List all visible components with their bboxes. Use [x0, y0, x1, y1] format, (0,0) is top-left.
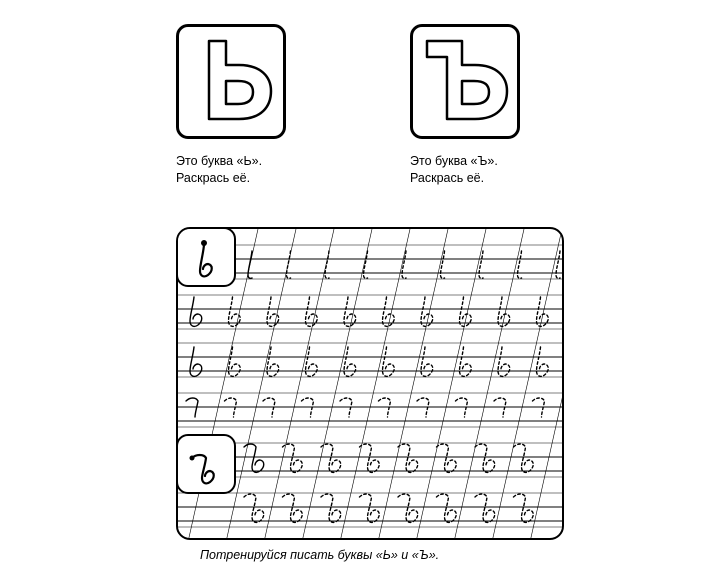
letter-trace	[283, 444, 303, 472]
letter-trace	[248, 251, 252, 278]
letter-trace	[537, 297, 549, 326]
slant-line	[416, 229, 486, 540]
letter-trace	[514, 444, 534, 472]
soft-sign-sample-box	[176, 227, 236, 287]
letter-trace	[190, 297, 202, 326]
slant-line	[302, 229, 372, 540]
letter-trace	[421, 347, 433, 376]
letter-trace	[437, 444, 457, 472]
slant-line	[264, 229, 334, 540]
slant-line	[454, 229, 524, 540]
cursive-hard-sign-sample-icon	[178, 436, 234, 492]
instruction-text: Потренируйся писать буквы «Ь» и «Ъ».	[200, 548, 440, 562]
cursive-soft-sign-sample-icon	[178, 229, 234, 285]
slant-line	[226, 229, 296, 540]
slant-line	[492, 229, 562, 540]
letter-trace	[475, 444, 495, 472]
letter-trace	[283, 494, 303, 522]
hard-sign-outline-icon	[413, 27, 517, 136]
letter-trace	[398, 494, 418, 522]
letter-trace	[321, 494, 341, 522]
letter-trace	[537, 347, 549, 376]
letter-trace	[344, 297, 356, 326]
letter-trace	[556, 251, 560, 278]
letter-trace	[398, 444, 418, 472]
letter-trace	[498, 347, 510, 376]
caption-line: Это буква «Ь».	[176, 154, 263, 168]
letter-trace	[475, 494, 495, 522]
caption-line: Раскрась её.	[176, 171, 251, 185]
letter-trace	[460, 347, 472, 376]
letter-trace	[190, 347, 202, 376]
letter-trace	[321, 444, 341, 472]
hard-sign-sample-box	[176, 434, 236, 494]
slant-line	[378, 229, 448, 540]
soft-sign-caption	[176, 153, 262, 187]
letter-trace	[421, 297, 433, 326]
slant-line	[530, 229, 564, 540]
letter-trace	[360, 444, 380, 472]
caption-line: Раскрась её.	[410, 171, 485, 185]
soft-sign-card	[176, 24, 286, 139]
hard-sign-caption	[410, 153, 498, 187]
letter-trace	[383, 347, 395, 376]
letter-trace	[479, 251, 483, 278]
letter-trace	[383, 297, 395, 326]
letter-trace	[229, 347, 241, 376]
letter-trace	[360, 494, 380, 522]
letter-trace	[267, 297, 279, 326]
letter-trace	[344, 347, 356, 376]
slant-line	[340, 229, 410, 540]
soft-sign-outline-icon	[179, 27, 283, 136]
letter-trace	[229, 297, 241, 326]
letter-trace	[244, 494, 264, 522]
writing-practice-sheet	[176, 227, 564, 540]
letter-trace	[437, 494, 457, 522]
letter-trace	[514, 494, 534, 522]
letter-trace	[306, 347, 318, 376]
hard-sign-card	[410, 24, 520, 139]
caption-line: Это буква «Ъ».	[410, 154, 498, 168]
letter-trace	[441, 251, 445, 278]
